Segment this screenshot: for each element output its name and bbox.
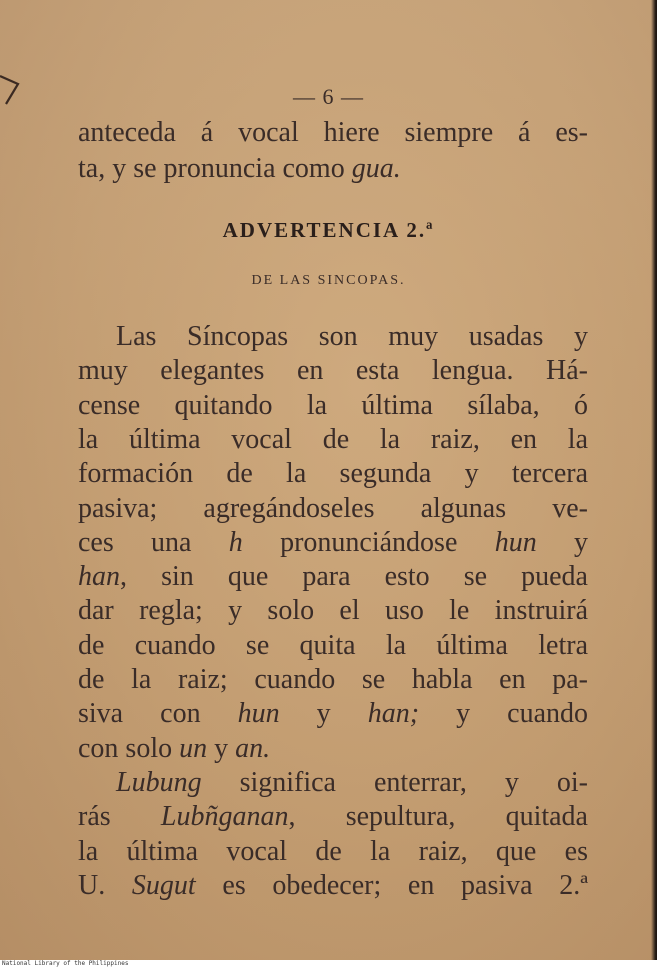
section-subheading: DE LAS SINCOPAS. — [251, 273, 406, 288]
text-run: dar regla; y solo el uso le instruirá — [78, 595, 588, 627]
italic-text: Lubñganan — [160, 801, 289, 833]
text-run: ces una — [78, 526, 229, 558]
text-run: de la raiz; cuando se habla en pa- — [78, 664, 588, 695]
text-line — [78, 869, 588, 902]
text-line — [78, 732, 588, 765]
text-run: anteceda á vocal hiere siempre á es- — [78, 117, 588, 148]
text-line — [78, 835, 588, 868]
text-run: y cuando — [419, 698, 588, 730]
italic-text: gua. — [351, 153, 401, 184]
text-run: ta, y se pronuncia como — [78, 153, 352, 184]
italic-text: an. — [235, 732, 271, 764]
text-run: formación de la segunda y tercera — [78, 458, 588, 490]
text-line — [78, 354, 588, 387]
text-run: de cuando se quita la última letra — [78, 629, 588, 661]
page-number: — 6 — — [293, 84, 364, 109]
text-run: la última vocal de la raiz, que es — [78, 835, 588, 867]
text-run: significa enterrar, y oi- — [201, 766, 588, 798]
italic-text: hun — [237, 698, 280, 730]
text-run: pasiva; agregándoseles algunas ve- — [78, 492, 588, 524]
text-run: y — [207, 732, 236, 764]
text-run: siva con — [78, 698, 238, 730]
text-line — [78, 492, 588, 525]
text-line — [78, 800, 588, 833]
italic-text: h — [228, 526, 243, 558]
text-line — [78, 663, 588, 696]
text-line — [78, 594, 588, 627]
text-run: la última vocal de la raiz, en la — [78, 423, 588, 455]
italic-text: han — [78, 561, 120, 593]
text-line — [78, 423, 588, 456]
text-line — [78, 560, 588, 593]
text-line — [78, 389, 588, 422]
text-line — [78, 152, 588, 185]
text-line — [78, 116, 588, 149]
text-run: , sepultura, quitada — [288, 801, 588, 833]
text-run: Las Síncopas son muy usadas y — [116, 321, 588, 352]
text-run: y — [279, 698, 368, 730]
italic-text: Lubung — [116, 766, 202, 798]
text-line — [78, 629, 588, 662]
text-run: , sin que para esto se pueda — [120, 561, 588, 593]
library-footer: National Library of the Philippines — [0, 960, 657, 968]
text-line — [78, 526, 588, 559]
text-line — [78, 697, 588, 730]
text-run: U. — [78, 869, 132, 901]
section-heading: ADVERTENCIA 2.ª — [222, 218, 435, 242]
italic-text: hun — [494, 526, 537, 558]
text-line — [78, 457, 588, 490]
italic-text: Sugut — [131, 869, 196, 901]
text-line — [116, 320, 588, 353]
text-run: cense quitando la última sílaba, ó — [78, 389, 588, 421]
text-run: pronunciándose — [242, 526, 495, 558]
italic-text: han; — [367, 698, 420, 730]
text-run: con solo — [78, 732, 180, 764]
text-line — [116, 766, 588, 799]
text-run: es obedecer; en pasiva 2.ª — [195, 869, 588, 901]
text-run: muy elegantes en esta lengua. Há- — [78, 355, 588, 387]
text-run: y — [536, 526, 588, 558]
page-edge-shadow — [651, 0, 657, 960]
text-run: rás — [78, 801, 161, 833]
italic-text: un — [179, 732, 208, 764]
